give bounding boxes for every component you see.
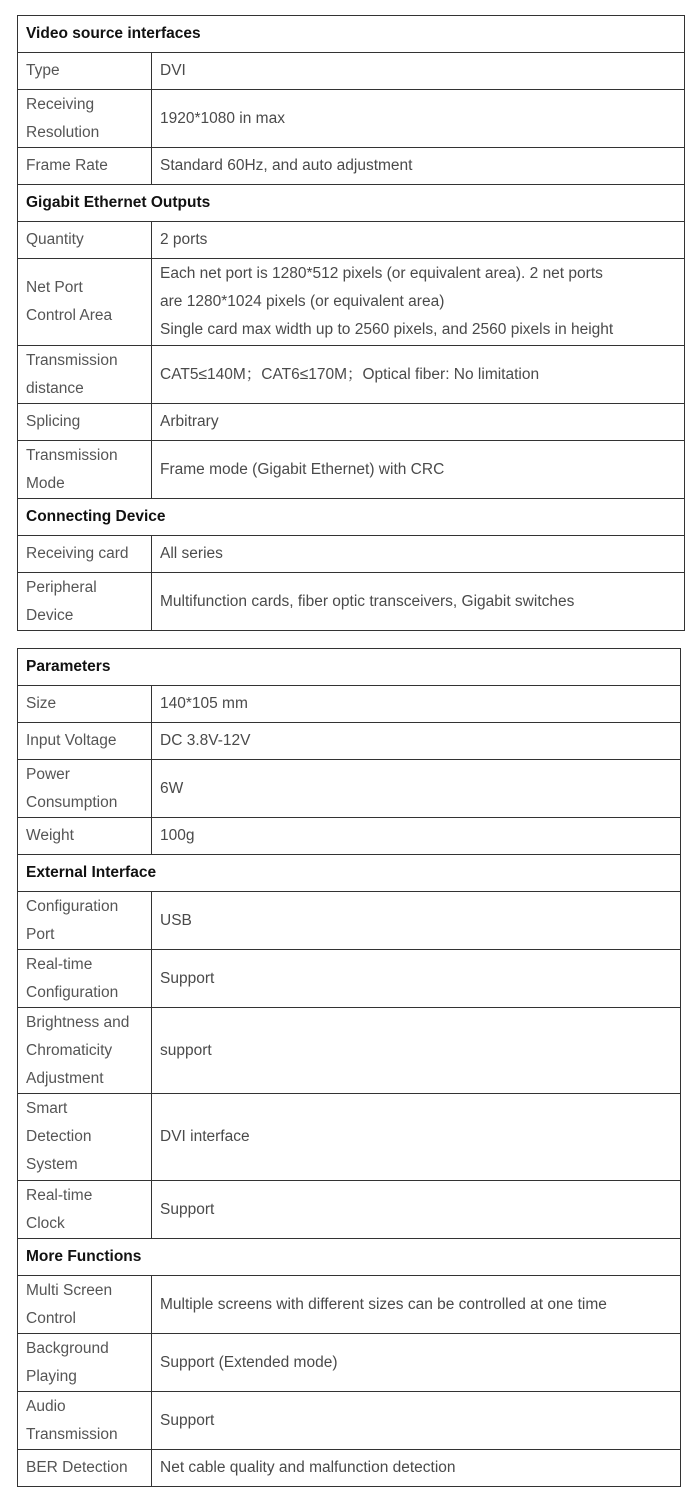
row-label <box>18 892 152 950</box>
value-line: DVI <box>160 62 186 79</box>
section-title-gigabit-ethernet-outputs: Gigabit Ethernet Outputs <box>18 185 685 222</box>
value-line: Single card max width up to 2560 pixels, and 2560 pixels in height <box>160 321 614 338</box>
table-row <box>18 346 685 404</box>
label-line: Peripheral <box>26 578 97 596</box>
table-row <box>18 53 685 90</box>
label-line: Type <box>26 62 60 79</box>
row-label <box>18 760 152 818</box>
row-value <box>152 723 681 760</box>
section-title-external-interface: External Interface <box>18 855 681 892</box>
row-value <box>152 90 685 148</box>
label-line: Chromaticity <box>26 1041 113 1059</box>
label-line: Configuration <box>26 983 119 1001</box>
label-line: System <box>26 1156 78 1173</box>
row-label <box>18 346 152 404</box>
section-title-parameters: Parameters <box>18 649 681 686</box>
table-row <box>18 1008 681 1094</box>
table-row <box>18 222 685 259</box>
table-row <box>18 1181 681 1239</box>
row-value <box>152 950 681 1008</box>
section-title-connecting-device: Connecting Device <box>18 499 685 536</box>
label-line: Size <box>26 695 57 712</box>
row-value <box>152 259 685 346</box>
row-label <box>18 950 152 1008</box>
table-row <box>18 259 685 346</box>
row-value <box>152 1094 681 1181</box>
row-value <box>152 1334 681 1392</box>
row-label <box>18 1276 152 1334</box>
row-value <box>152 536 685 573</box>
video-spec-body <box>18 16 685 631</box>
value-line: Each net port is 1280*512 pixels (or equivalent area). 2 net ports <box>160 265 603 282</box>
label-line: Frame Rate <box>26 157 108 174</box>
value-line: Support <box>160 1411 215 1429</box>
value-line: 140*105 mm <box>160 695 248 712</box>
row-value <box>152 1008 681 1094</box>
table-row <box>18 1392 681 1450</box>
row-value <box>152 222 685 259</box>
label-line: Control Area <box>26 307 113 324</box>
section-header-row <box>18 499 685 536</box>
value-line: Net cable quality and malfunction detection <box>160 1459 456 1476</box>
row-label <box>18 723 152 760</box>
row-value <box>152 441 685 499</box>
label-line: Brightness and <box>26 1013 130 1031</box>
table-row <box>18 536 685 573</box>
row-value <box>152 1392 681 1450</box>
row-label <box>18 441 152 499</box>
section-title-more-functions: More Functions <box>18 1239 681 1276</box>
section-header-row <box>18 649 681 686</box>
label-line: Receiving card <box>26 545 129 562</box>
row-label <box>18 404 152 441</box>
value-line: Multifunction cards, fiber optic transceivers, Gigabit switches <box>160 592 575 610</box>
table-row <box>18 818 681 855</box>
value-line: Multiple screens with different sizes can be controlled at one time <box>160 1295 607 1313</box>
label-line: Audio <box>26 1397 66 1415</box>
row-label <box>18 1181 152 1239</box>
row-label <box>18 53 152 90</box>
value-line: DVI interface <box>160 1128 250 1145</box>
label-line: Real-time <box>26 1186 93 1204</box>
row-value <box>152 760 681 818</box>
table-row <box>18 404 685 441</box>
row-value <box>152 1181 681 1239</box>
row-value <box>152 53 685 90</box>
label-line: Mode <box>26 474 65 492</box>
label-line: distance <box>26 379 84 397</box>
table-row <box>18 1276 681 1334</box>
row-value <box>152 1276 681 1334</box>
label-line: Weight <box>26 827 74 844</box>
row-label <box>18 222 152 259</box>
row-value <box>152 573 685 631</box>
label-line: Splicing <box>26 413 81 430</box>
row-value <box>152 892 681 950</box>
label-line: Configuration <box>26 897 119 915</box>
value-line: are 1280*1024 pixels (or equivalent area) <box>160 293 445 310</box>
value-line: 1920*1080 in max <box>160 109 285 127</box>
label-line: Net Port <box>26 279 83 296</box>
table-row <box>18 892 681 950</box>
row-value <box>152 346 685 404</box>
label-line: Quantity <box>26 231 84 248</box>
row-label <box>18 1450 152 1487</box>
parameters-spec-body <box>18 649 681 1487</box>
section-header-row <box>18 855 681 892</box>
row-label <box>18 1334 152 1392</box>
value-line: 100g <box>160 827 195 844</box>
table-row <box>18 90 685 148</box>
row-label <box>18 686 152 723</box>
table-row <box>18 1450 681 1487</box>
label-line: Smart <box>26 1100 68 1117</box>
label-line: Consumption <box>26 793 118 811</box>
row-value <box>152 404 685 441</box>
value-line: DC 3.8V-12V <box>160 732 251 749</box>
value-line: Frame mode (Gigabit Ethernet) with CRC <box>160 460 445 478</box>
table-row <box>18 723 681 760</box>
row-label <box>18 818 152 855</box>
value-line: support <box>160 1041 212 1059</box>
label-line: Transmission <box>26 446 118 464</box>
table-row <box>18 1334 681 1392</box>
label-line: Transmission <box>26 1425 118 1443</box>
value-line: Arbitrary <box>160 413 219 430</box>
row-value <box>152 686 681 723</box>
label-line: Power <box>26 765 70 783</box>
table-row <box>18 148 685 185</box>
value-line: Support (Extended mode) <box>160 1353 338 1371</box>
label-line: Adjustment <box>26 1069 104 1087</box>
label-line: Detection <box>26 1128 92 1145</box>
label-line: Input Voltage <box>26 732 117 749</box>
label-line: Device <box>26 606 74 624</box>
label-line: Background <box>26 1339 109 1357</box>
value-line: USB <box>160 911 192 929</box>
label-line: Multi Screen <box>26 1281 113 1299</box>
video-spec-table <box>17 15 685 631</box>
row-value <box>152 1450 681 1487</box>
value-line: Standard 60Hz, and auto adjustment <box>160 157 413 174</box>
label-line: Clock <box>26 1214 65 1232</box>
parameters-spec-table <box>17 648 681 1487</box>
value-line: All series <box>160 545 223 562</box>
label-line: BER Detection <box>26 1459 128 1476</box>
label-line: Receiving <box>26 95 95 113</box>
row-label <box>18 573 152 631</box>
table-row <box>18 760 681 818</box>
row-value <box>152 818 681 855</box>
row-label <box>18 1094 152 1181</box>
section-header-row <box>18 16 685 53</box>
value-line: Support <box>160 1200 215 1218</box>
row-label <box>18 259 152 346</box>
row-label <box>18 536 152 573</box>
label-line: Real-time <box>26 955 93 973</box>
row-label <box>18 1392 152 1450</box>
label-line: Transmission <box>26 351 118 369</box>
table-row <box>18 686 681 723</box>
value-line: CAT5≤140M；CAT6≤170M；Optical fiber: No limitation <box>160 365 540 383</box>
label-line: Port <box>26 925 55 943</box>
value-line: 2 ports <box>160 231 208 248</box>
table-row <box>18 1094 681 1181</box>
table-row <box>18 950 681 1008</box>
table-row <box>18 441 685 499</box>
label-line: Resolution <box>26 123 100 141</box>
row-label <box>18 1008 152 1094</box>
row-value <box>152 148 685 185</box>
section-title-video-source-interfaces: Video source interfaces <box>18 16 685 53</box>
table-row <box>18 573 685 631</box>
section-header-row <box>18 1239 681 1276</box>
row-label <box>18 148 152 185</box>
label-line: Control <box>26 1309 76 1327</box>
label-line: Playing <box>26 1367 77 1385</box>
section-header-row <box>18 185 685 222</box>
value-line: 6W <box>160 779 184 797</box>
value-line: Support <box>160 969 215 987</box>
row-label <box>18 90 152 148</box>
